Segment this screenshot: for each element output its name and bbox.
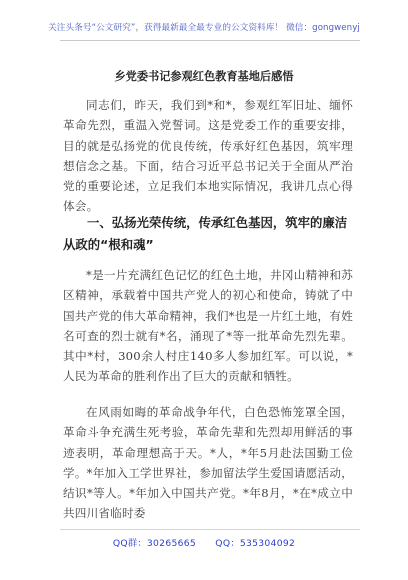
section-paragraph: 在风雨如晦的革命战争年代，白色恐怖笼罩全国，革命斗争充满生死考验，革命先辈和先烈却用鲜活的事迹表明，革命理想高于天。*人，*年5月赴法国勤工俭学。*年加入工学世界社，参加留法学生爱国请愿活动，结识*等人。*年加入中国共产党。*年8月，*在*成立中共四川省临时委 xyxy=(63,405,353,521)
section-block-2 xyxy=(63,402,353,524)
footer-contact xyxy=(0,535,408,549)
footer-divider xyxy=(60,529,360,530)
header-banner: 关注头条号“公文研究”，获得最新最全最专业的公文资料库！ 微信：gongwenyj xyxy=(48,23,360,33)
section-heading: 一、弘扬光荣传统，传承红色基因，筑牢的廉洁从政的“根和魂” xyxy=(63,215,348,252)
section-paragraph: *是一片充满红色记忆的红色土地，井冈山精神和苏区精神，承载着中国共产党人的初心和使命，铸就了中国共产党的伟大革命精神，我们*也是一片红土地，有姓名可查的烈士就有*名，涌现了*等一批革命先烈先辈。其中*村，300余人村庄140多人参加红军。可以说，*人民为革命的胜利作出了巨大的贡献和牺牲。 xyxy=(63,268,353,384)
qq-link[interactable]: QQ：535304092 xyxy=(215,538,296,549)
intro-paragraph: 同志们，昨天，我们到*和*，参观红军旧址、缅怀革命先烈，重温入党誓词。这是党委工作的重要安排，目的就是弘扬党的优良传统，传承好红色基因，筑牢理想信念之基。下面，结合习近平总书记关于全面从严治党的重要论述，立足我们本地实际情况，我讲几点心得体会。 xyxy=(63,98,353,214)
section-block-1 xyxy=(63,265,353,387)
document-title: 乡党委书记参观红色教育基地后感悟 xyxy=(114,70,294,83)
intro-block xyxy=(63,95,353,217)
qq-group-link[interactable]: QQ群：30265665 xyxy=(112,538,197,549)
header-divider xyxy=(60,40,360,41)
